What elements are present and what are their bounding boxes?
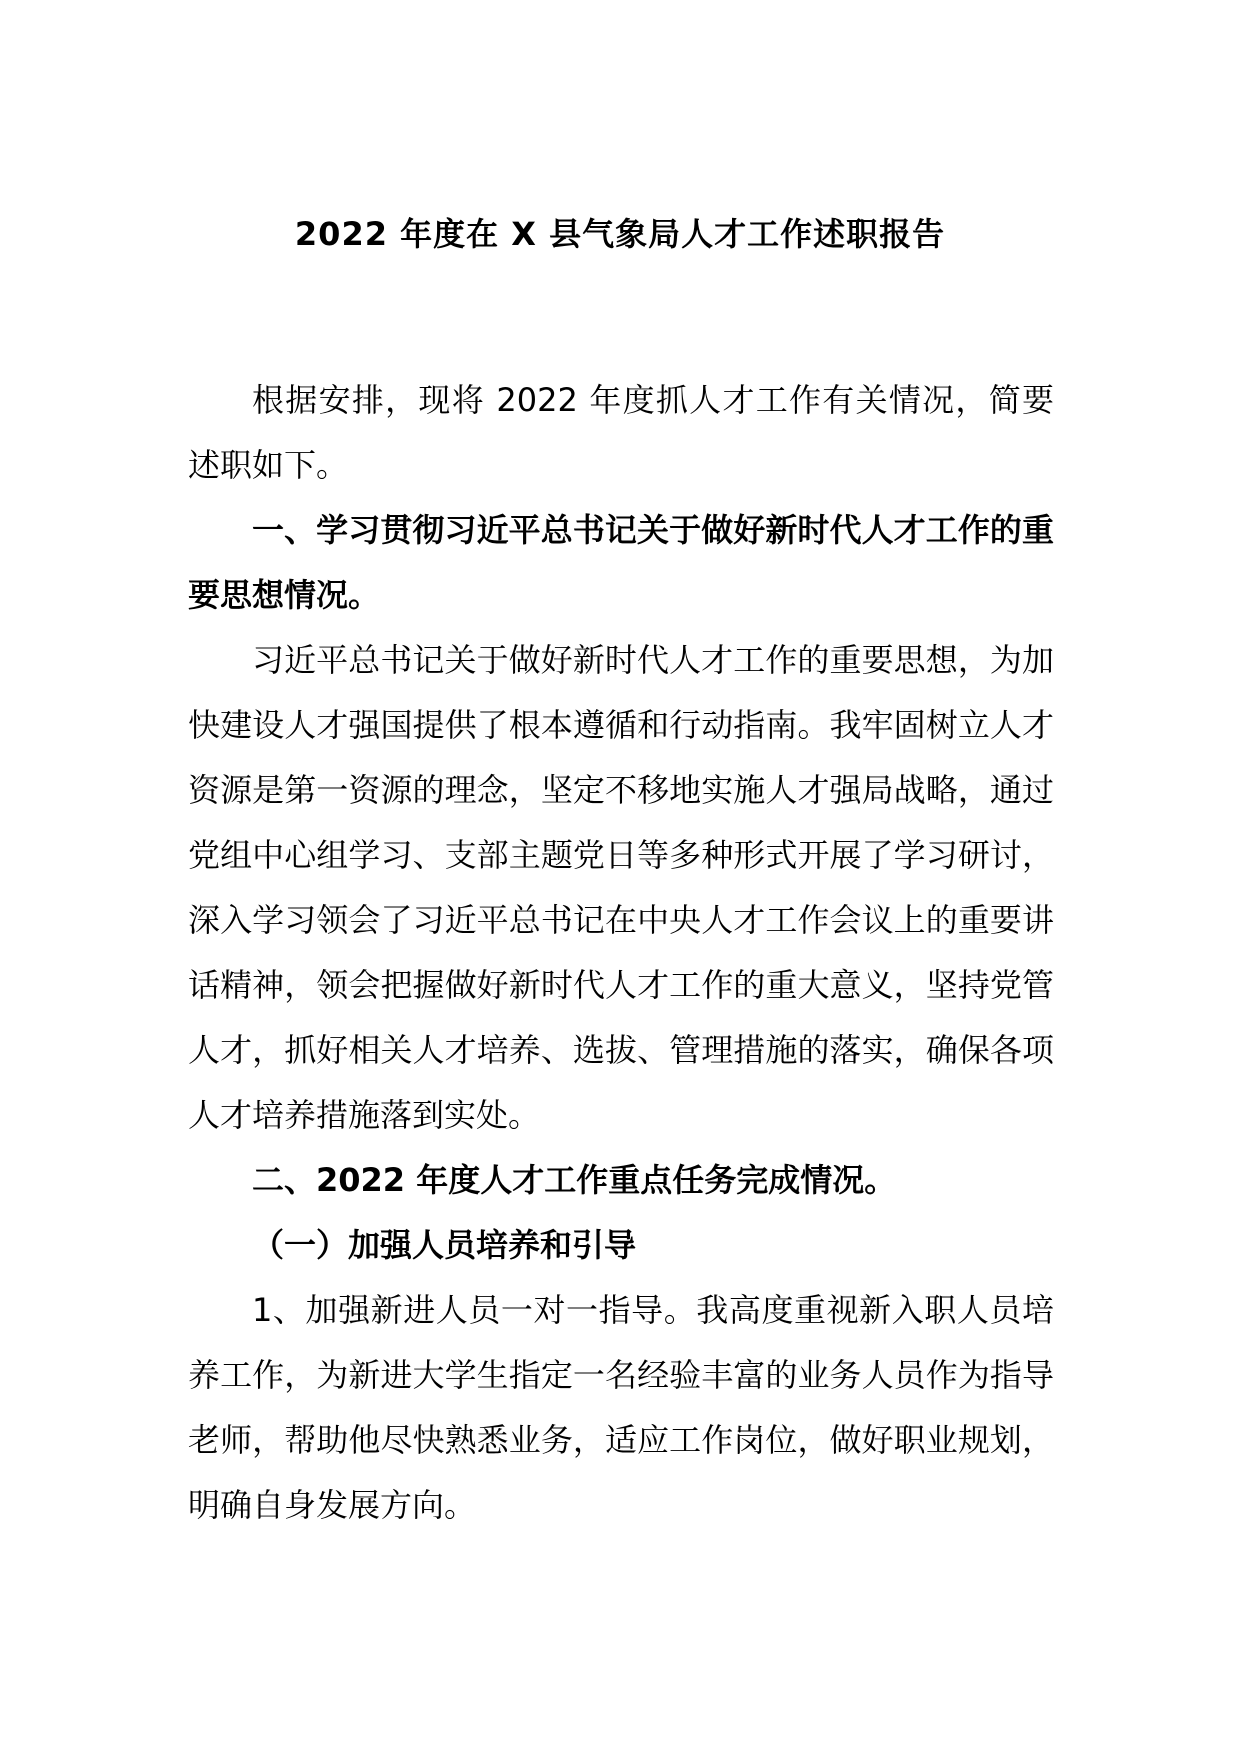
- subsection-heading-1: （一）加强人员培养和引导: [252, 1226, 637, 1264]
- document-body: [188, 368, 1054, 1538]
- section-heading-2: 二、2022 年度人才工作重点任务完成情况。: [252, 1161, 897, 1199]
- paragraph-section-1: 习近平总书记关于做好新时代人才工作的重要思想，为加快建设人才强国提供了根本遵循和行动指南。我牢固树立人才资源是第一资源的理念，坚定不移地实施人才强局战略，通过党组中心组学习、支部主题党日等多种形式开展了学习研讨，深入学习领会了习近平总书记在中央人才工作会议上的重要讲话精神，领会把握做好新时代人才工作的重大意义，坚持党管人才，抓好相关人才培养、选拔、管理措施的落实，确保各项人才培养措施落到实处。: [188, 641, 1054, 1134]
- paragraph-item-1: 1、加强新进人员一对一指导。我高度重视新入职人员培养工作，为新进大学生指定一名经验丰富的业务人员作为指导老师，帮助他尽快熟悉业务，适应工作岗位，做好职业规划，明确自身发展方向。: [188, 1291, 1054, 1524]
- paragraph-intro: 根据安排，现将 2022 年度抓人才工作有关情况，简要述职如下。: [188, 381, 1054, 484]
- document-title: 2022 年度在 X 县气象局人才工作述职报告: [294, 215, 946, 253]
- section-heading-1: 一、学习贯彻习近平总书记关于做好新时代人才工作的重要思想情况。: [188, 511, 1054, 614]
